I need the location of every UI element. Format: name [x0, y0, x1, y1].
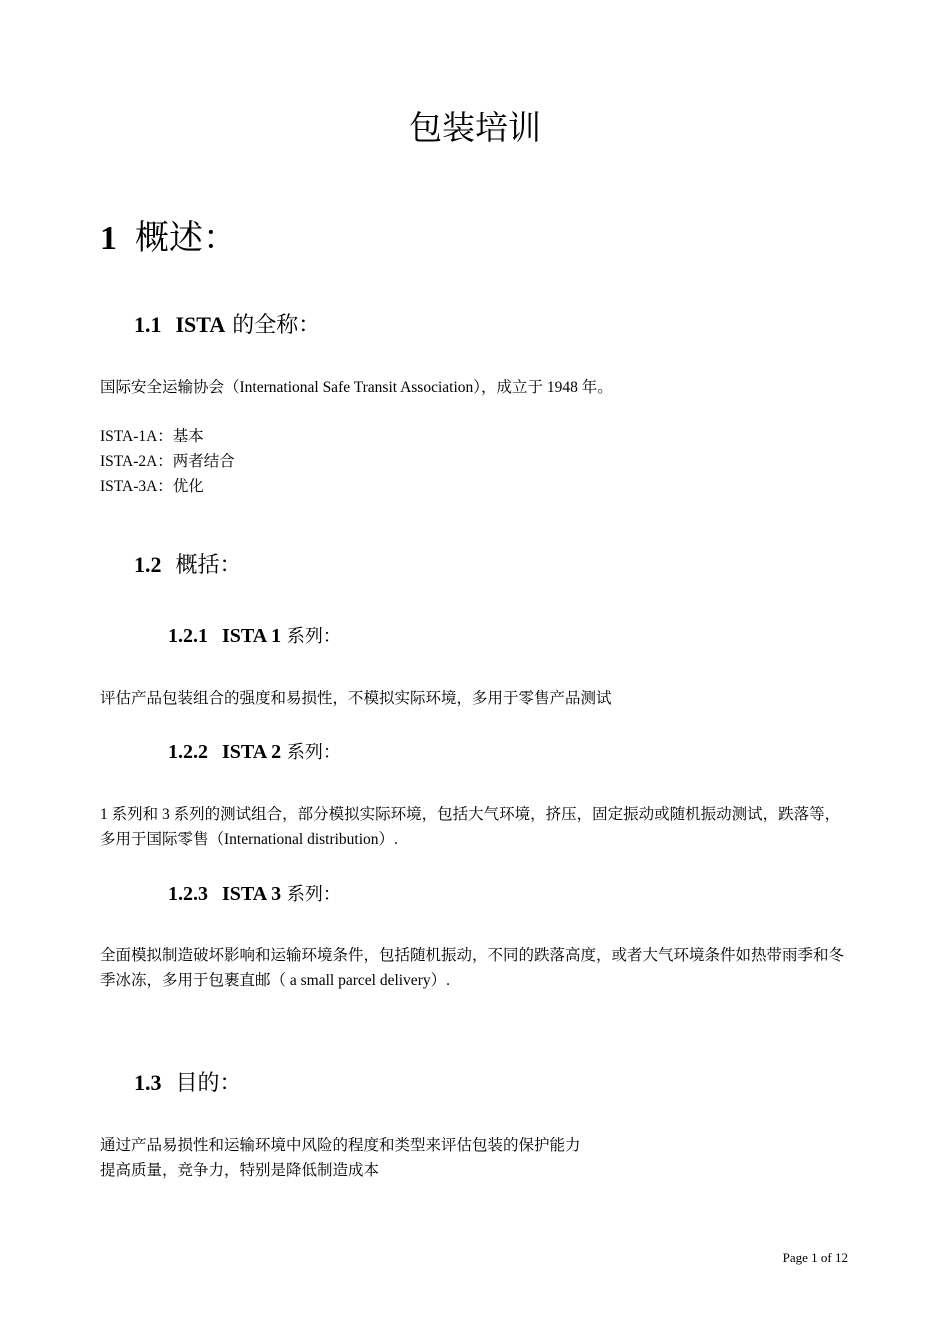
purpose-line: 提高质量，竞争力，特别是降低制造成本	[100, 1162, 380, 1179]
section-number: 1	[100, 220, 117, 257]
section-title: 概括：	[175, 553, 242, 578]
section-1-1-heading	[134, 308, 320, 339]
section-1-2-1-heading	[168, 622, 341, 648]
page-number: Page 1 of 12	[782, 1250, 848, 1265]
section-number: 1.3	[134, 1070, 162, 1095]
section-number: 1.2.2	[168, 741, 208, 763]
section-title: 的全称：	[225, 313, 321, 338]
section-1-3-heading	[134, 1066, 242, 1097]
ista-list-item: ISTA-2A：两者结合	[100, 453, 235, 470]
document-title: 包装培训	[409, 108, 541, 147]
ista-list-item: ISTA-1A：基本	[100, 428, 204, 445]
ista-2-description: 1 系列和 3 系列的测试组合，部分模拟实际环境，包括大气环境，挤压，固定振动或随机振动测试，跌落等，多用于国际零售（International distribution）.	[100, 806, 841, 848]
section-number: 1.2.3	[168, 883, 208, 905]
section-title-latin: ISTA 2	[222, 741, 282, 763]
section-1-2-heading	[134, 548, 242, 579]
section-number: 1.2	[134, 552, 162, 577]
ista-list-item: ISTA-3A：优化	[100, 478, 204, 495]
section-1-heading	[100, 210, 237, 259]
section-title-latin: ISTA	[175, 312, 226, 337]
section-title: 概述：	[135, 218, 237, 258]
section-1-2-2-heading	[168, 738, 341, 764]
ista-1-description: 评估产品包装组合的强度和易损性，不模拟实际环境，多用于零售产品测试	[100, 690, 612, 707]
section-title-latin: ISTA 1	[222, 625, 282, 647]
section-title-latin: ISTA 3	[222, 883, 282, 905]
section-title: 系列：	[281, 884, 341, 905]
ista-3-description: 全面模拟制造破坏影响和运输环境条件，包括随机振动，不同的跌落高度，或者大气环境条件如热带雨季和冬季冰冻，多用于包裹直邮（ a small parcel delivery）.	[100, 947, 845, 989]
section-title: 目的：	[175, 1071, 242, 1096]
section-1-2-3-heading	[168, 880, 341, 906]
section-title: 系列：	[281, 742, 341, 763]
section-title: 系列：	[281, 626, 341, 647]
section-number: 1.2.1	[168, 625, 208, 647]
purpose-line: 通过产品易损性和运输环境中风险的程度和类型来评估包装的保护能力	[100, 1137, 581, 1154]
ista-definition: 国际安全运输协会（International Safe Transit Association），成立于 1948 年。	[100, 379, 613, 396]
section-number: 1.1	[134, 312, 162, 337]
